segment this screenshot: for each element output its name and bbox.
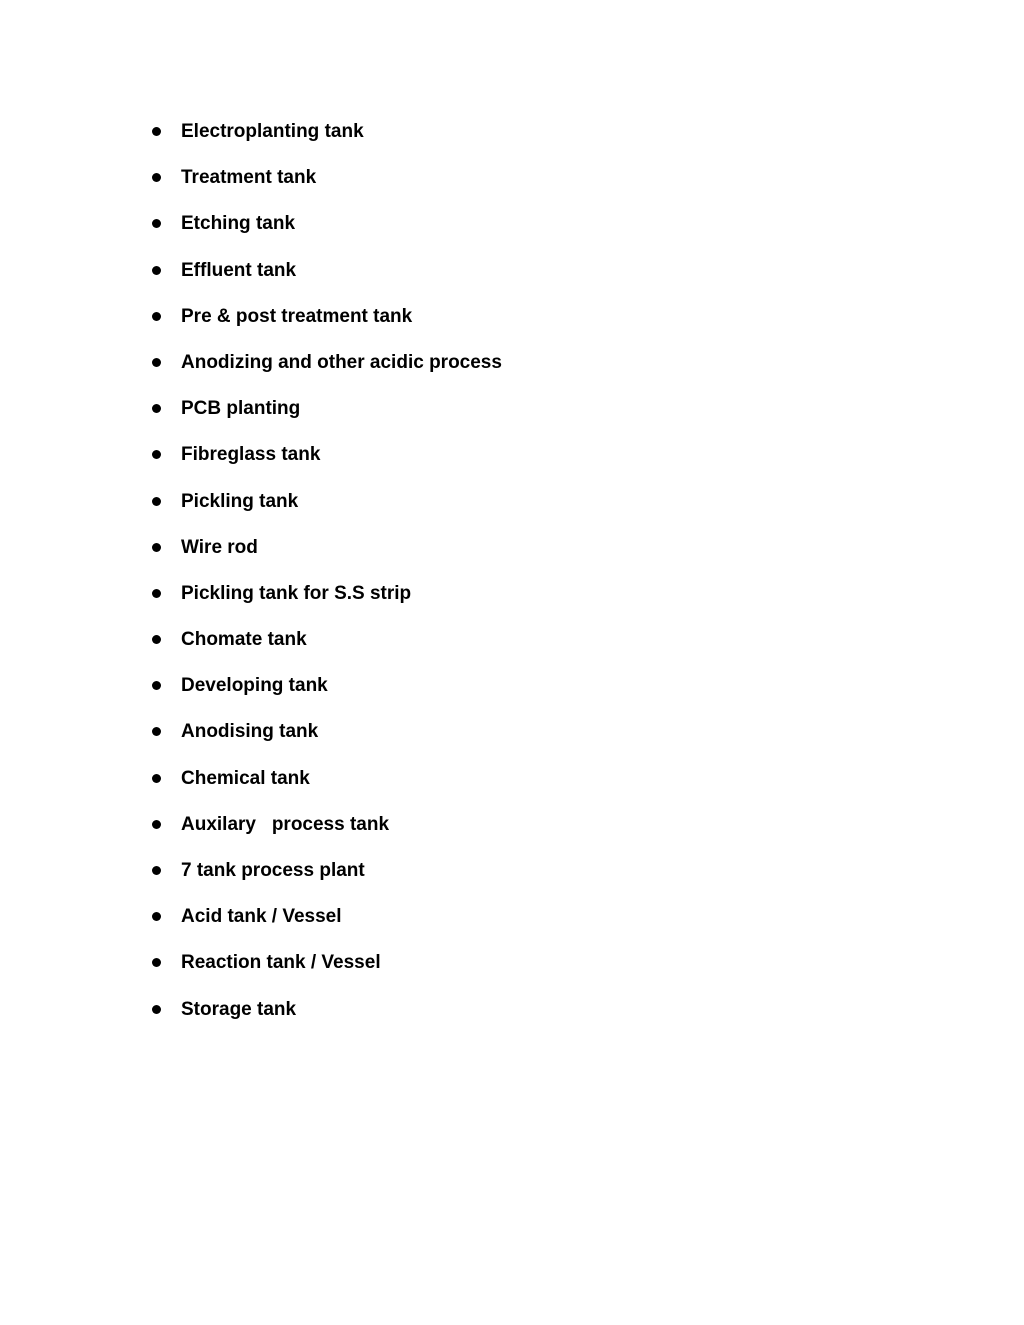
list-item-text: Effluent tank — [181, 259, 297, 281]
list-item-text: Electroplanting tank — [181, 121, 364, 142]
list-item-text: Chomate tank — [181, 629, 307, 651]
list-item-text: Etching tank — [181, 213, 296, 235]
bullet-icon — [152, 358, 161, 367]
list-item-text: Pre & post treatment tank — [181, 305, 413, 327]
list-item-text: Acid tank / Vessel — [181, 906, 342, 928]
bullet-icon — [152, 219, 161, 228]
bullet-icon — [152, 866, 161, 875]
list-item-text: Chemical tank — [181, 767, 310, 789]
bullet-icon — [152, 266, 161, 275]
bullet-icon — [152, 820, 161, 829]
bullet-icon — [152, 635, 161, 644]
list-item-text: Pickling tank — [181, 490, 299, 512]
bullet-icon — [152, 497, 161, 506]
list-item-text: Pickling tank for S.S strip — [181, 582, 412, 604]
list-item-text: Anodising tank — [181, 721, 319, 743]
bullet-icon — [152, 1005, 161, 1014]
list-item-text: Storage tank — [181, 998, 297, 1020]
list-item-text: 7 tank process plant — [181, 860, 365, 881]
bullet-icon — [152, 681, 161, 690]
list-item-text: PCB planting — [181, 398, 301, 420]
bullet-icon — [152, 543, 161, 552]
list-item-text: Fibreglass tank — [181, 444, 321, 466]
bullet-icon — [152, 127, 161, 136]
bullet-icon — [152, 958, 161, 967]
list-item-text: Auxilary process tank — [181, 813, 390, 835]
list-item-text: Developing tank — [181, 675, 328, 697]
bullet-icon — [152, 727, 161, 736]
bullet-icon — [152, 450, 161, 459]
list-item-text: Anodizing and other acidic process — [181, 351, 502, 373]
bullet-icon — [152, 404, 161, 413]
list-item-text: Treatment tank — [181, 167, 317, 189]
bullet-icon — [152, 774, 161, 783]
bullet-icon — [152, 912, 161, 921]
list-item-text: Reaction tank / Vessel — [181, 952, 381, 974]
bullet-icon — [152, 312, 161, 321]
list-item-text: Wire rod — [181, 536, 258, 558]
bullet-icon — [152, 589, 161, 598]
bullet-icon — [152, 173, 161, 182]
